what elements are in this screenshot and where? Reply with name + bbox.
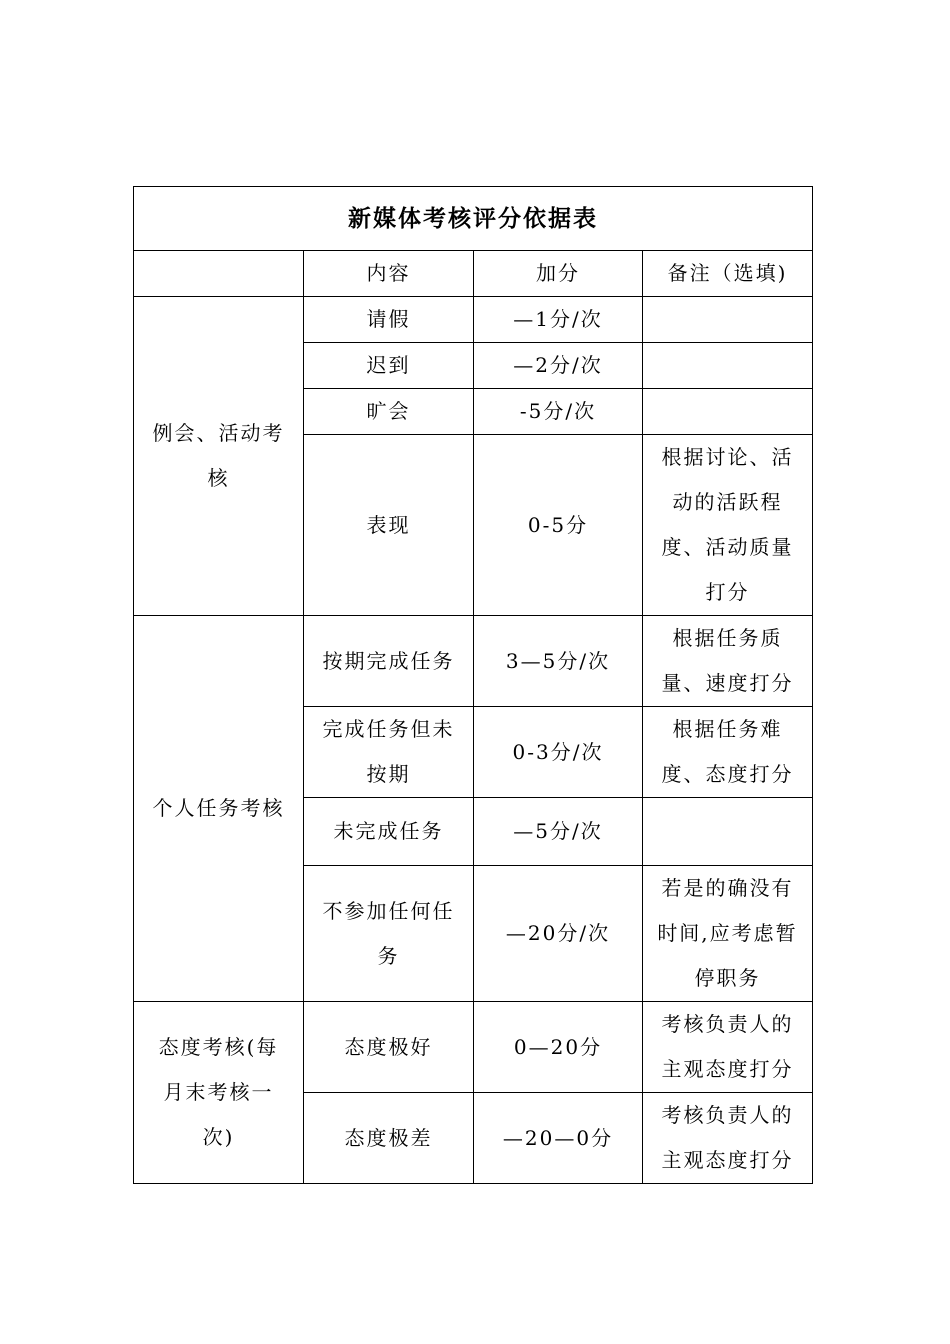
table-title: 新媒体考核评分依据表 (134, 187, 813, 251)
score-cell: 0-3分/次 (474, 707, 643, 798)
evaluation-table (133, 186, 813, 1184)
note-cell: 考核负责人的主观态度打分 (643, 1093, 813, 1184)
item-cell: 迟到 (304, 343, 474, 389)
header-content: 内容 (304, 251, 474, 297)
item-cell: 未完成任务 (304, 798, 474, 866)
score-cell: —1分/次 (474, 297, 643, 343)
score-cell: -5分/次 (474, 389, 643, 435)
item-cell: 完成任务但未按期 (304, 707, 474, 798)
item-cell: 按期完成任务 (304, 616, 474, 707)
score-cell: 3—5分/次 (474, 616, 643, 707)
category-cell: 个人任务考核 (134, 616, 304, 1002)
note-cell (643, 798, 813, 866)
header-note: 备注（选填) (643, 251, 813, 297)
score-cell: —20—0分 (474, 1093, 643, 1184)
note-cell: 考核负责人的主观态度打分 (643, 1002, 813, 1093)
score-cell: —20分/次 (474, 866, 643, 1002)
category-cell: 例会、活动考核 (134, 297, 304, 616)
score-cell: —5分/次 (474, 798, 643, 866)
note-cell: 根据讨论、活动的活跃程度、活动质量打分 (643, 435, 813, 616)
note-cell (643, 343, 813, 389)
item-cell: 表现 (304, 435, 474, 616)
item-cell: 请假 (304, 297, 474, 343)
note-cell (643, 297, 813, 343)
category-cell: 态度考核(每月末考核一次) (134, 1002, 304, 1184)
header-points: 加分 (474, 251, 643, 297)
note-cell: 根据任务质量、速度打分 (643, 616, 813, 707)
note-cell: 根据任务难度、态度打分 (643, 707, 813, 798)
note-cell (643, 389, 813, 435)
item-cell: 态度极差 (304, 1093, 474, 1184)
score-cell: —2分/次 (474, 343, 643, 389)
header-blank-cell (134, 251, 304, 297)
item-cell: 旷会 (304, 389, 474, 435)
score-cell: 0—20分 (474, 1002, 643, 1093)
score-cell: 0-5分 (474, 435, 643, 616)
item-cell: 不参加任何任务 (304, 866, 474, 1002)
item-cell: 态度极好 (304, 1002, 474, 1093)
note-cell: 若是的确没有时间,应考虑暂停职务 (643, 866, 813, 1002)
